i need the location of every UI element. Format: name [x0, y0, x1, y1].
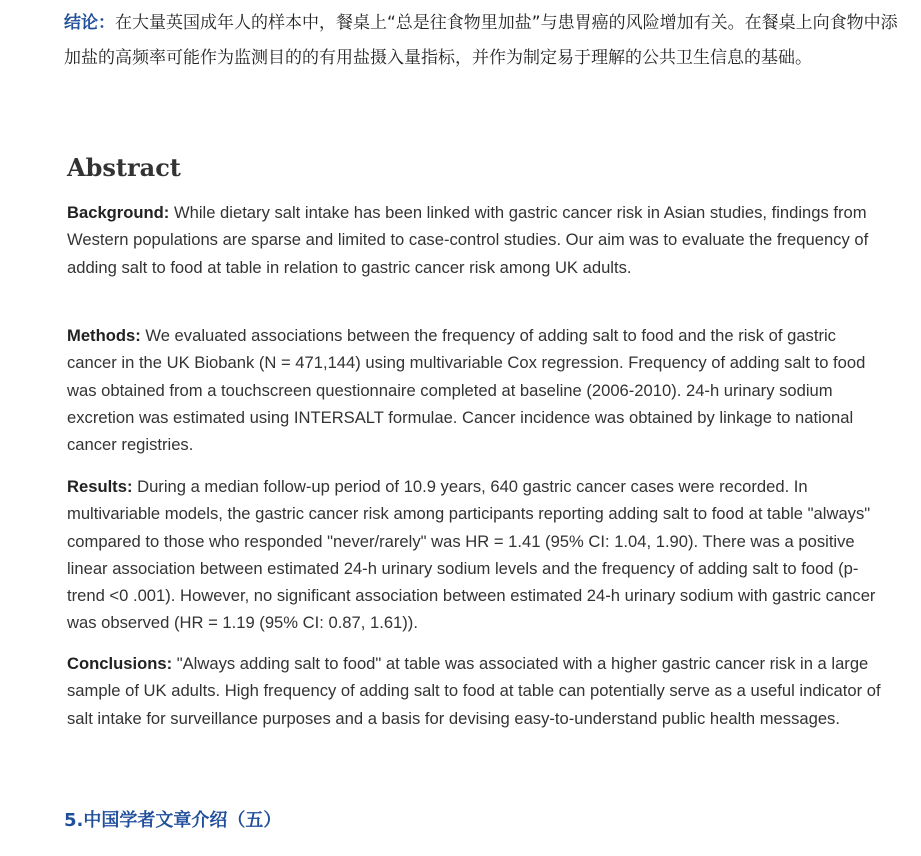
results-label: Results:: [67, 477, 133, 496]
conclusions-text: "Always adding salt to food" at table was associated with a higher gastric cancer risk in a large sample of UK adults. High frequency of adding salt to food at table can potentially serve as a useful indicator of salt intake for surveillance purposes and a basis for devising easy-to-understand public health messages.: [67, 654, 881, 728]
chinese-conclusion-label: 结论：: [64, 13, 115, 33]
abstract-results-section: [67, 473, 887, 637]
chinese-conclusion-paragraph: [64, 6, 898, 76]
conclusions-label: Conclusions:: [67, 654, 173, 673]
abstract-conclusions-section: [67, 650, 887, 732]
abstract-background-section: [67, 199, 887, 281]
abstract-heading: Abstract: [67, 153, 181, 182]
next-section-title: 5.中国学者文章介绍（五）: [64, 810, 282, 831]
abstract-methods-section: [67, 322, 887, 458]
chinese-conclusion-text: 在大量英国成年人的样本中，餐桌上“总是往食物里加盐”与患胃癌的风险增加有关。在餐桌上向食物中添加盐的高频率可能作为监测目的的有用盐摄入量指标，并作为制定易于理解的公共卫生信息的基础。: [64, 13, 898, 68]
methods-label: Methods:: [67, 326, 141, 345]
methods-text: We evaluated associations between the frequency of adding salt to food and the risk of gastric cancer in the UK Biobank (N = 471,144) using multivariable Cox regression. Frequency of adding salt to food was obtained from a touchscreen questionnaire completed at baseline (2006-2010). 24-h urinary sodium excretion was estimated using INTERSALT formulae. Cancer incidence was obtained by linkage to national cancer registries.: [67, 326, 866, 455]
background-label: Background:: [67, 203, 170, 222]
results-text: During a median follow-up period of 10.9 years, 640 gastric cancer cases were recorded. In multivariable models, the gastric cancer risk among participants reporting adding salt to food at table "always" compared to those who responded "never/rarely" was HR = 1.41 (95% CI: 1.04, 1.90). There was a positive linear association between estimated 24-h urinary sodium levels and the frequency of adding salt to food (p-trend <0 .001). However, no significant association between estimated 24-h urinary sodium with gastric cancer was observed (HR = 1.19 (95% CI: 0.87, 1.61)).: [67, 477, 876, 633]
background-text: While dietary salt intake has been linked with gastric cancer risk in Asian studies, findings from Western populations are sparse and limited to case-control studies. Our aim was to evaluate the frequency of adding salt to food at table in relation to gastric cancer risk among UK adults.: [67, 203, 869, 277]
